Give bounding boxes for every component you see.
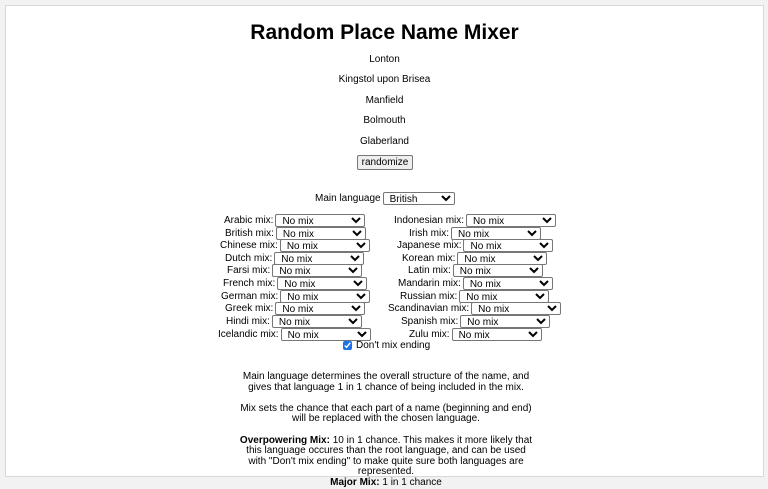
- arabic-mix-label: Arabic mix:: [224, 215, 274, 226]
- latin-mix-row: [408, 264, 543, 277]
- zulu-mix-label: Zulu mix:: [409, 329, 450, 340]
- spanish-mix-label: Spanish mix:: [401, 316, 459, 327]
- overpowering-label: Overpowering Mix:: [239, 434, 330, 446]
- greek-mix-row: [225, 302, 365, 315]
- russian-mix-label: Russian mix:: [400, 291, 458, 302]
- zulu-mix-select[interactable]: [452, 328, 542, 341]
- generated-name-4: Bolmouth: [363, 115, 406, 126]
- generated-name-1: Lonton: [369, 54, 400, 65]
- german-mix-label: German mix:: [221, 291, 279, 302]
- hindi-mix-label: Hindi mix:: [226, 316, 270, 327]
- page-title: Random Place Name Mixer: [250, 21, 519, 44]
- mandarin-mix-select[interactable]: [463, 277, 553, 290]
- major-text: 1 in 1 chance: [379, 476, 442, 488]
- chinese-mix-row: [220, 239, 370, 252]
- chinese-mix-select[interactable]: [280, 239, 370, 252]
- latin-mix-select[interactable]: [453, 264, 543, 277]
- greek-mix-label: Greek mix:: [225, 303, 274, 314]
- info-mix: Mix sets the chance that each part of a name (beginning and end) will be replaced with the chosen language.: [240, 402, 532, 425]
- korean-mix-label: Korean mix:: [402, 253, 456, 264]
- randomize-button[interactable]: randomize: [357, 155, 413, 170]
- arabic-mix-row: [224, 214, 365, 227]
- british-mix-label: British mix:: [225, 228, 274, 239]
- info-major: [236, 478, 536, 489]
- mandarin-mix-label: Mandarin mix:: [398, 278, 461, 289]
- spanish-mix-select[interactable]: [460, 315, 550, 328]
- generated-name-5: Glaberland: [360, 136, 409, 147]
- major-label: Major Mix:: [330, 476, 380, 488]
- hindi-mix-row: [226, 315, 362, 328]
- french-mix-row: [223, 277, 367, 290]
- french-mix-label: French mix:: [223, 278, 276, 289]
- spanish-mix-row: [401, 315, 550, 328]
- greek-mix-select[interactable]: [275, 302, 365, 315]
- indonesian-mix-label: Indonesian mix:: [394, 215, 465, 226]
- scandinavian-mix-select[interactable]: [471, 302, 561, 315]
- japanese-mix-select[interactable]: [463, 239, 553, 252]
- arabic-mix-select[interactable]: [275, 214, 365, 227]
- main-language-row: [315, 192, 455, 205]
- main-language-select[interactable]: [383, 192, 455, 205]
- farsi-mix-label: Farsi mix:: [227, 265, 271, 276]
- indonesian-mix-select[interactable]: [466, 214, 556, 227]
- french-mix-select[interactable]: [277, 277, 367, 290]
- dont-mix-ending-checkbox[interactable]: [343, 341, 352, 350]
- overpowering-text: 10 in 1 chance. This makes it more likely that this language occures than the root language, and can be used with "Don't mix ending" to make quite sure both languages are represented.: [246, 434, 533, 478]
- info-main-language: Main language determines the overall structure of the name, and gives that language 1 in 1 chance of being included in the mix.: [242, 371, 530, 393]
- dutch-mix-label: Dutch mix:: [225, 253, 273, 264]
- page-frame: [5, 5, 764, 488]
- scandinavian-mix-row: [388, 302, 561, 315]
- info-text: [236, 372, 536, 489]
- latin-mix-label: Latin mix:: [408, 265, 451, 276]
- icelandic-mix-label: Icelandic mix:: [218, 329, 279, 340]
- scandinavian-mix-label: Scandinavian mix:: [388, 303, 470, 314]
- info-overpowering: [236, 436, 536, 478]
- japanese-mix-label: Japanese mix:: [397, 240, 462, 251]
- farsi-mix-select[interactable]: [272, 264, 362, 277]
- irish-mix-label: Irish mix:: [409, 228, 449, 239]
- indonesian-mix-row: [394, 214, 556, 227]
- dont-mix-ending-row: [343, 340, 430, 351]
- generated-name-3: Manfield: [365, 95, 404, 106]
- dont-mix-ending-label: Don't mix ending: [356, 340, 431, 351]
- hindi-mix-select[interactable]: [272, 315, 362, 328]
- farsi-mix-row: [227, 264, 362, 277]
- generated-name-2: Kingstol upon Brisea: [338, 74, 431, 85]
- japanese-mix-row: [397, 239, 553, 252]
- mandarin-mix-row: [398, 277, 553, 290]
- main-language-label: Main language: [315, 193, 381, 204]
- chinese-mix-label: Chinese mix:: [220, 240, 278, 251]
